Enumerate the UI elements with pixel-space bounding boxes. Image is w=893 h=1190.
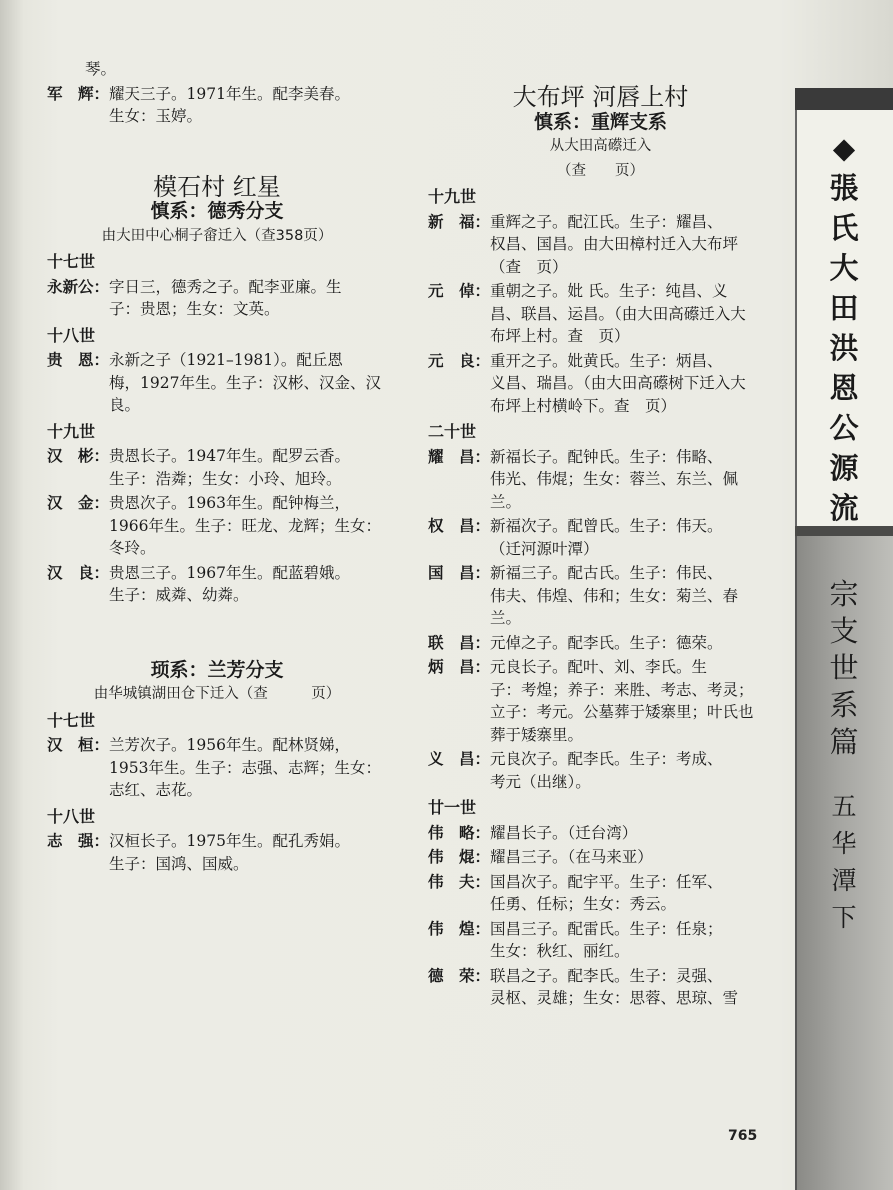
entry-line: 权昌、国昌。由大田樟村迁入大布坪 — [490, 235, 739, 253]
spacer — [47, 609, 387, 657]
origin-note: （查 页） — [557, 162, 644, 179]
band-title-char: 氏 — [829, 211, 859, 245]
entry-name — [47, 58, 85, 81]
branch-heading: 慎系：重辉支系 — [533, 110, 667, 133]
genealogy-entry — [47, 276, 387, 321]
entry-line: 梅，1927年生。生子：汉彬、汉金、汉 — [109, 373, 381, 392]
entry-text — [490, 211, 773, 279]
entry-name: 权 昌： — [428, 517, 491, 535]
entry-line: 兰。 — [490, 609, 522, 627]
genealogy-entry — [428, 846, 773, 869]
genealogy-entry — [47, 562, 387, 607]
band-section-char: 系 — [829, 688, 859, 722]
entry-line: 考元（出继）。 — [490, 772, 591, 791]
entry-line: 汉桓长子。1975年生。配孔秀娟。 — [109, 832, 350, 850]
entry-line: 兰。 — [490, 492, 522, 511]
entry-line: 义昌、瑞昌。（由大田高礤树下迁入大 — [490, 374, 746, 392]
entry-text — [490, 918, 773, 963]
entry-line: 兰芳次子。1956年生。配林贤娣， — [109, 736, 350, 754]
entry-line: 联昌之子。配李氏。生子：灵强、 — [490, 966, 723, 985]
entry-text: 琴。 — [85, 60, 117, 78]
generation-heading: 十八世 — [47, 325, 96, 345]
right-column — [428, 83, 773, 1012]
entry-line: 贵恩次子。1963年生。配钟梅兰， — [109, 494, 350, 512]
genealogy-entry — [428, 965, 773, 1010]
entry-line: 伟光、伟焜；生女：蓉兰、东兰、佩 — [490, 470, 739, 488]
entry-line: 元良长子。配叶、刘、李氏。生 — [490, 658, 708, 676]
entry-line: 子：贵恩；生女：文英。 — [109, 300, 280, 318]
genealogy-entry — [428, 918, 773, 963]
entry-line: 贵恩长子。1947年生。配罗云香。 — [109, 447, 350, 465]
generation-heading: 十九世 — [47, 421, 96, 441]
genealogy-entry — [47, 830, 387, 875]
band-title-char: 田 — [829, 291, 859, 325]
entry-name: 志 强： — [47, 832, 110, 850]
band-section-char: 篇 — [829, 725, 859, 759]
entry-name: 军 辉： — [47, 84, 110, 103]
entry-line: 新福次子。配曾氏。生子：伟天。 — [490, 517, 723, 535]
entry-text — [490, 748, 773, 793]
genealogy-entry — [428, 515, 773, 560]
band-place-char: 华 — [831, 829, 857, 858]
entry-text — [109, 734, 387, 802]
band-title-char: 大 — [829, 251, 859, 285]
entry-name: 义 昌： — [428, 750, 491, 768]
band-title-char: ◆ — [832, 131, 856, 165]
generation-heading: 十九世 — [428, 187, 477, 206]
entry-text — [109, 276, 387, 321]
spacer — [47, 130, 387, 176]
genealogy-entry — [47, 492, 387, 560]
entry-line: 重开之子。妣黄氏。生子：炳昌、 — [490, 351, 723, 370]
entry-line: 贵恩三子。1967年生。配蓝碧娥。 — [109, 563, 350, 582]
genealogy-entry — [428, 822, 773, 845]
village-heading: 大布坪 河唇上村 — [512, 83, 689, 111]
generation-heading: 十七世 — [47, 710, 96, 730]
entry-line: 重朝之子。妣 氏。生子：纯昌、义 — [490, 282, 728, 300]
band-section-title — [795, 576, 893, 761]
entry-name: 永新公： — [47, 277, 110, 296]
genealogy-entry — [47, 349, 387, 417]
entry-text — [109, 445, 387, 490]
band-title — [795, 128, 893, 568]
entry-line: 伟夫、伟煌、伟和；生女：菊兰、春 — [490, 586, 739, 605]
entry-name: 汉 桓： — [47, 736, 110, 754]
entry-line: 耀昌长子。（迁台湾） — [490, 823, 638, 842]
generation-heading: 二十世 — [428, 422, 477, 441]
generation-heading: 廿一世 — [428, 798, 477, 817]
band-title-char: 公 — [829, 411, 859, 445]
band-title-char: 恩 — [829, 371, 859, 405]
band-place-char: 潭 — [831, 866, 857, 895]
branch-heading: 慎系：德秀分支 — [150, 200, 284, 222]
entry-name: 伟 煌： — [428, 919, 491, 938]
entry-line: 布坪上村。查 页） — [490, 327, 630, 345]
entry-line: 元倬之子。配李氏。生子：德荣。 — [490, 633, 723, 652]
entry-name: 汉 良： — [47, 563, 110, 582]
origin-note: 从大田高礤迁入 — [549, 138, 652, 154]
entry-name: 伟 焜： — [428, 848, 491, 866]
village-heading: 模石村 红星 — [153, 172, 281, 201]
band-place-title — [795, 788, 893, 936]
entry-text — [109, 349, 387, 417]
band-title-char: 張 — [829, 171, 859, 205]
entry-line: 新福长子。配钟氏。生子：伟略、 — [490, 447, 723, 466]
genealogy-entry — [428, 562, 773, 630]
branch-heading: 顼系：兰芳分支 — [150, 658, 284, 681]
genealogy-entry — [47, 58, 387, 81]
genealogy-entry — [428, 632, 773, 655]
band-title-char: 洪 — [829, 331, 859, 365]
entry-text — [490, 871, 773, 916]
side-title-band — [787, 88, 893, 1190]
entry-name: 汉 彬： — [47, 447, 110, 465]
entry-name: 国 昌： — [428, 564, 491, 582]
genealogy-entry — [47, 445, 387, 490]
entry-text — [490, 656, 773, 746]
genealogy-entry — [428, 748, 773, 793]
entry-line: 立子：考元。公墓葬于矮寨里；叶氏也 — [490, 703, 754, 721]
entry-name: 元 倬： — [428, 282, 491, 300]
entry-text — [109, 83, 387, 128]
entry-line: 志红、志花。 — [109, 781, 203, 799]
entry-line: （迁河源叶潭） — [490, 539, 599, 558]
entry-name: 伟 略： — [428, 823, 491, 842]
band-place-char: 五 — [831, 792, 857, 821]
entry-text — [490, 562, 773, 630]
entry-name: 炳 昌： — [428, 658, 491, 676]
genealogy-entry — [428, 871, 773, 916]
left-column — [47, 58, 387, 877]
entry-line: 国昌三子。配雷氏。生子：任泉； — [490, 919, 723, 938]
entry-text — [490, 350, 773, 418]
entry-line: 元良次子。配李氏。生子：考成、 — [490, 750, 723, 768]
genealogy-entry — [428, 280, 773, 348]
entry-line: （查 页） — [490, 257, 568, 276]
entry-line: 耀昌三子。（在马来亚） — [490, 848, 653, 866]
entry-text — [109, 492, 387, 560]
genealogy-entry — [428, 211, 773, 279]
entry-name: 德 荣： — [428, 966, 491, 985]
entry-line: 灵枢、灵雄；生女：思蓉、思琼、雪 — [490, 989, 739, 1007]
entry-line: 昌、联昌、运昌。（由大田高礤迁入大 — [490, 304, 746, 323]
band-divider-bar — [795, 526, 893, 536]
origin-note: 由华城镇湖田仓下迁入（查 页） — [93, 686, 341, 702]
entry-line: 任勇、任标；生女：秀云。 — [490, 895, 677, 913]
entry-line: 重辉之子。配江氏。生子：耀昌、 — [490, 212, 723, 231]
entry-line: 国昌次子。配宇平。生子：任军、 — [490, 872, 723, 891]
band-place-char: 下 — [831, 903, 857, 932]
entry-line: 生女：秋红、丽红。 — [490, 942, 630, 960]
generation-heading: 十八世 — [47, 806, 96, 826]
page-number: 765 — [728, 1128, 758, 1144]
entry-line: 字日三，德秀之子。配李亚廉。生 — [109, 277, 342, 296]
entry-line: 1953年生。生子：志强、志辉；生女： — [109, 758, 381, 777]
band-section-char: 支 — [829, 614, 859, 648]
entry-text — [490, 446, 773, 514]
entry-line: 葬于矮寨里。 — [490, 725, 584, 744]
entry-name: 联 昌： — [428, 633, 491, 652]
entry-text — [490, 280, 773, 348]
entry-line: 生女：玉婷。 — [109, 107, 203, 125]
entry-text — [109, 562, 387, 607]
band-section-char: 宗 — [829, 577, 859, 611]
entry-line: 子：考煌；养子：来胜、考志、考灵； — [490, 680, 754, 699]
generation-heading: 十七世 — [47, 252, 96, 271]
entry-text — [490, 965, 773, 1010]
entry-name: 元 良： — [428, 351, 491, 370]
band-top-bar — [795, 88, 893, 110]
entry-text — [490, 822, 773, 845]
entry-text — [109, 830, 387, 875]
band-section-char: 世 — [829, 651, 859, 685]
genealogy-entry — [47, 734, 387, 802]
genealogy-entry — [428, 446, 773, 514]
genealogy-entry — [428, 350, 773, 418]
band-title-char: 流 — [829, 491, 859, 525]
entry-line: 1966年生。生子：旺龙、龙辉；生女： — [109, 516, 381, 535]
origin-note: 由大田中心桐子畲迁入（查358页） — [101, 227, 333, 244]
entry-line: 永新之子（1921–1981）。配丘恩 — [109, 351, 343, 369]
genealogy-entry — [47, 83, 387, 128]
entry-text — [490, 846, 773, 869]
genealogy-entry — [428, 656, 773, 746]
entry-name: 耀 昌： — [428, 447, 491, 466]
entry-name: 贵 恩： — [47, 351, 110, 369]
entry-line: 生子：威粦、幼粦。 — [109, 586, 249, 604]
entry-line: 冬玲。 — [109, 539, 156, 557]
entry-line: 布坪上村横岭下。查 页） — [490, 396, 677, 415]
entry-line: 新福三子。配古氏。生子：伟民、 — [490, 564, 723, 582]
entry-line: 良。 — [109, 396, 141, 414]
entry-text — [490, 515, 773, 560]
entry-name: 汉 金： — [47, 494, 110, 512]
entry-line: 耀天三子。1971年生。配李美春。 — [109, 84, 350, 103]
entry-line: 生子：浩粦；生女：小玲、旭玲。 — [109, 469, 342, 488]
entry-name: 伟 夫： — [428, 872, 491, 891]
entry-name: 新 福： — [428, 212, 491, 231]
band-title-char: 源 — [829, 451, 859, 485]
entry-line: 生子：国鸿、国威。 — [109, 854, 249, 873]
entry-text — [490, 632, 773, 655]
